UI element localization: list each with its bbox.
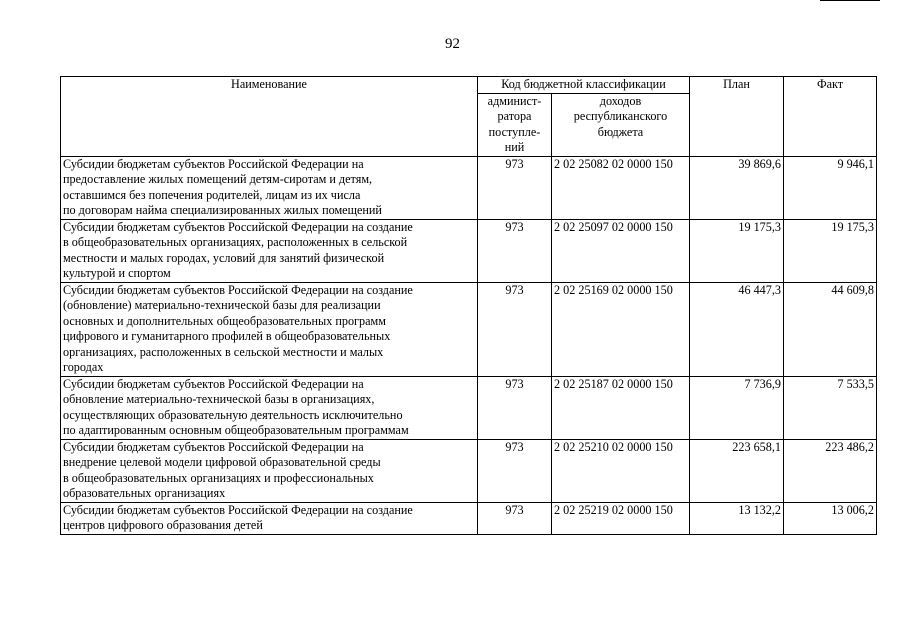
row-name-line: Субсидии бюджетам субъектов Российской Федерации на создание xyxy=(63,502,413,517)
row-name-line: центров цифрового образования детей xyxy=(63,518,263,532)
header-classification: Код бюджетной классификации xyxy=(478,77,690,94)
table-row xyxy=(61,439,877,502)
row-name-line: в общеобразовательных организациях и профессиональных xyxy=(63,470,374,485)
row-name-line: культурой и спортом xyxy=(63,266,171,280)
row-name-line: по договорам найма специализированных жилых помещений xyxy=(63,203,382,217)
header-plan: План xyxy=(690,77,784,157)
row-fact: 19 175,3 xyxy=(784,219,877,282)
row-admin-code: 973 xyxy=(478,439,552,502)
row-admin-code: 973 xyxy=(478,502,552,534)
row-admin-code: 973 xyxy=(478,376,552,439)
row-fact: 44 609,8 xyxy=(784,282,877,376)
row-plan: 39 869,6 xyxy=(690,156,784,219)
row-name-line: Субсидии бюджетам субъектов Российской Федерации на xyxy=(63,376,364,391)
row-name-line: в общеобразовательных организациях, расположенных в сельской xyxy=(63,235,408,249)
row-name-line: внедрение целевой модели цифровой образовательной среды xyxy=(63,455,381,469)
header-fact: Факт xyxy=(784,77,877,157)
row-revenue-code: 2 02 25219 02 0000 150 xyxy=(552,502,690,534)
row-name-line: основных и дополнительных общеобразовательных программ xyxy=(63,313,386,328)
row-admin-code: 973 xyxy=(478,219,552,282)
header-name: Наименование xyxy=(61,77,478,157)
row-name xyxy=(61,439,478,502)
header-admin-line: ратора xyxy=(497,109,532,123)
header-revenue-line: республиканского xyxy=(573,109,668,123)
page-number: 92 xyxy=(445,36,460,52)
row-name-line: Субсидии бюджетам субъектов Российской Федерации на xyxy=(63,439,364,454)
row-name-line: предоставление жилых помещений детям-сиротам и детям, xyxy=(63,172,373,186)
row-name-line: Субсидии бюджетам субъектов Российской Федерации на xyxy=(63,156,364,171)
row-revenue-code: 2 02 25187 02 0000 150 xyxy=(552,376,690,439)
header-revenue xyxy=(552,93,690,156)
row-admin-code: 973 xyxy=(478,282,552,376)
header-admin-line: поступле- xyxy=(488,124,541,139)
row-plan: 46 447,3 xyxy=(690,282,784,376)
row-name xyxy=(61,156,478,219)
header-revenue-line: доходов xyxy=(599,93,642,108)
budget-table xyxy=(60,76,877,535)
header-revenue-line: бюджета xyxy=(597,124,644,139)
row-plan: 7 736,9 xyxy=(690,376,784,439)
row-revenue-code: 2 02 25169 02 0000 150 xyxy=(552,282,690,376)
header-admin-line: админист- xyxy=(487,93,542,108)
row-name-line: по адаптированным основным общеобразовательным программам xyxy=(63,423,409,437)
row-name-line: местности и малых городах, условий для занятий физической xyxy=(63,250,385,265)
row-name xyxy=(61,376,478,439)
row-name xyxy=(61,502,478,534)
header-admin xyxy=(478,93,552,156)
row-plan: 13 132,2 xyxy=(690,502,784,534)
row-name-line: городах xyxy=(63,360,104,374)
row-name-line: обновление материально-технической базы в организациях, xyxy=(63,392,375,406)
row-name-line: (обновление) материально-технической базы для реализации xyxy=(63,298,381,312)
row-name-line: образовательных организациях xyxy=(63,486,226,500)
row-name xyxy=(61,282,478,376)
table-row xyxy=(61,156,877,219)
row-plan: 19 175,3 xyxy=(690,219,784,282)
row-revenue-code: 2 02 25082 02 0000 150 xyxy=(552,156,690,219)
header-admin-line: ний xyxy=(504,140,525,154)
row-revenue-code: 2 02 25097 02 0000 150 xyxy=(552,219,690,282)
row-name-line: Субсидии бюджетам субъектов Российской Федерации на создание xyxy=(63,219,413,234)
table-row xyxy=(61,502,877,534)
row-name-line: осуществляющих образовательную деятельность исключительно xyxy=(63,407,403,422)
table-row xyxy=(61,219,877,282)
top-rule xyxy=(820,0,880,1)
row-fact: 13 006,2 xyxy=(784,502,877,534)
row-admin-code: 973 xyxy=(478,156,552,219)
row-fact: 7 533,5 xyxy=(784,376,877,439)
row-name-line: цифрового и гуманитарного профилей в общеобразовательных xyxy=(63,329,391,343)
row-fact: 9 946,1 xyxy=(784,156,877,219)
row-name xyxy=(61,219,478,282)
table-row xyxy=(61,376,877,439)
row-name-line: оставшимся без попечения родителей, лицам из их числа xyxy=(63,187,361,202)
row-name-line: Субсидии бюджетам субъектов Российской Федерации на создание xyxy=(63,282,413,297)
table-row xyxy=(61,282,877,376)
row-revenue-code: 2 02 25210 02 0000 150 xyxy=(552,439,690,502)
row-fact: 223 486,2 xyxy=(784,439,877,502)
row-name-line: организациях, расположенных в сельской местности и малых xyxy=(63,344,384,359)
row-plan: 223 658,1 xyxy=(690,439,784,502)
